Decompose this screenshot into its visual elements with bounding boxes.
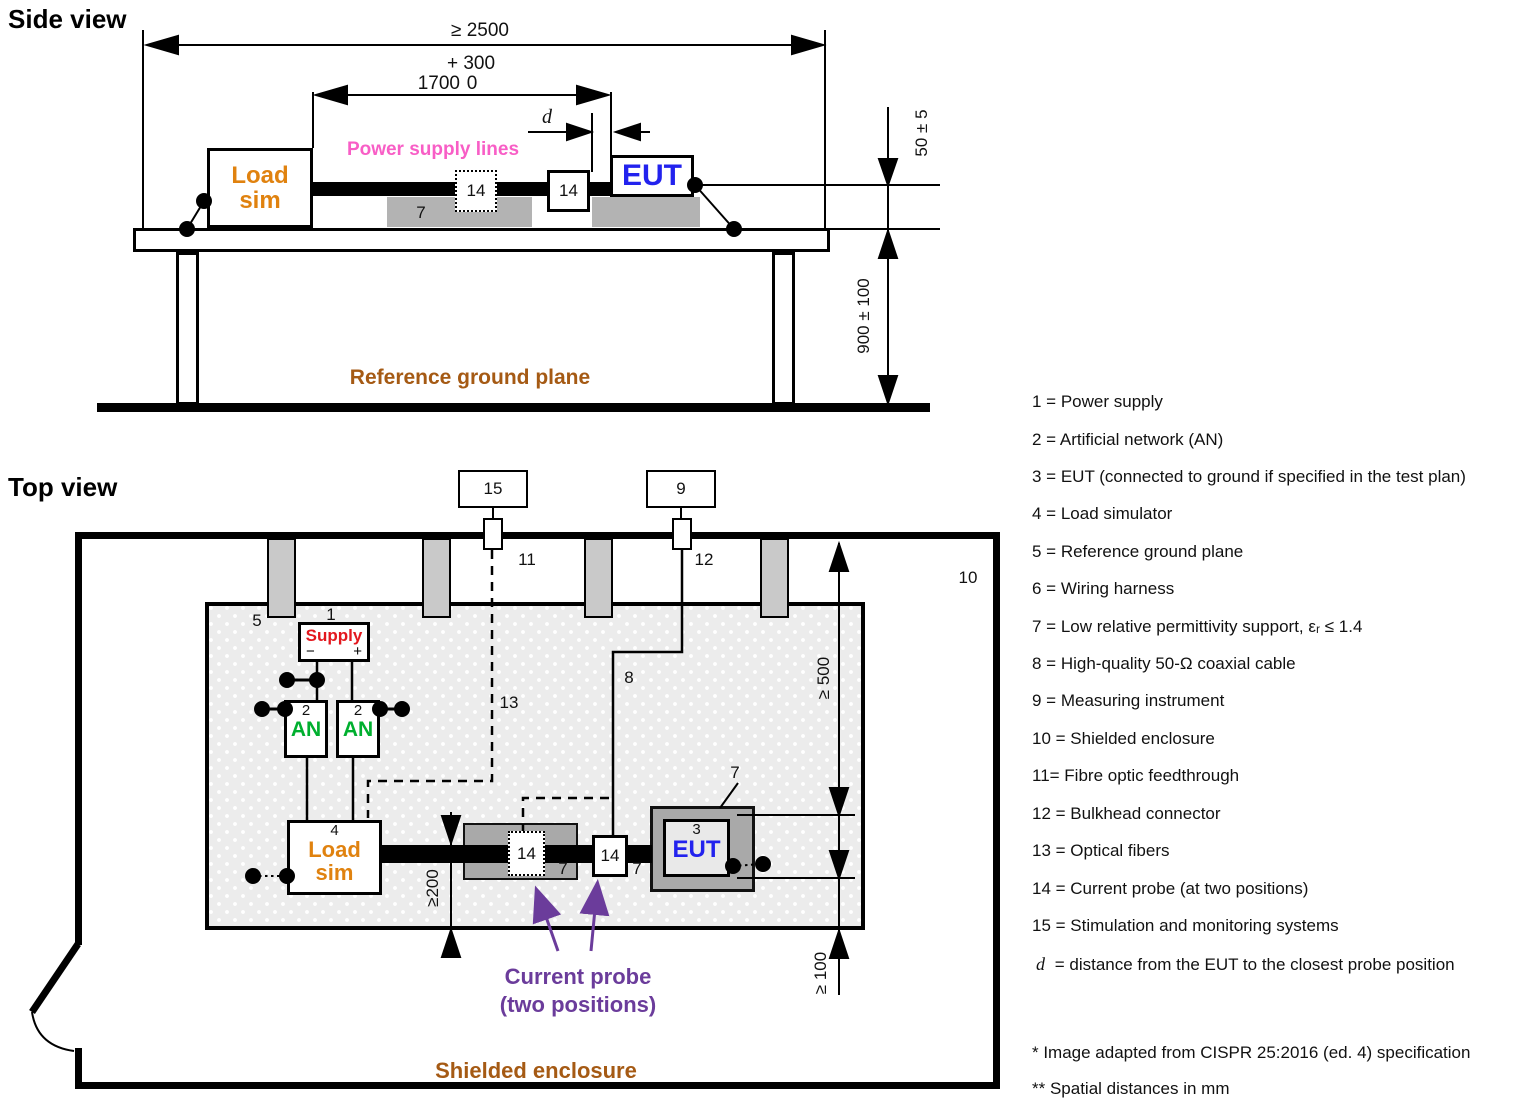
legend-item-9: 9 = Measuring instrument	[1032, 691, 1225, 710]
legend-item-13: 13 = Optical fibers	[1032, 841, 1170, 860]
an-left-num: 2	[301, 702, 311, 719]
legend-item-14: 14 = Current probe (at two positions)	[1032, 879, 1309, 898]
dim-plus300-label: + 300	[446, 53, 496, 74]
probe-support-7-label: 7	[558, 859, 568, 878]
eut-num: 3	[692, 821, 701, 838]
legend-item-6: 6 = Wiring harness	[1032, 579, 1175, 598]
current-probe-note-line1: Current probe	[504, 964, 652, 989]
dim-100-label: ≥ 100	[811, 951, 830, 995]
top-eut-label: EUT	[672, 836, 721, 863]
legend-item-12: 12 = Bulkhead connector	[1032, 804, 1221, 823]
supply-minus-terminal: −	[306, 643, 315, 660]
dim-2500-label: ≥ 2500	[451, 20, 509, 41]
top-probe-alt-label: 14	[517, 843, 536, 863]
harness-support-7-label: 7	[632, 859, 642, 878]
stimulation-box-label: 15	[483, 479, 503, 498]
side-probe-label: 14	[559, 181, 578, 200]
top-probe-label: 14	[600, 846, 620, 865]
supply-label: Supply	[305, 626, 363, 645]
dim-zero-label: 0	[466, 73, 478, 94]
legend-item-7: 7 = Low relative permittivity support, εᵣ ≤ 1.4	[1032, 617, 1363, 636]
side-support-7-label: 7	[416, 203, 426, 222]
an-right-num: 2	[353, 702, 363, 719]
enclosure-num-label: 10	[958, 568, 978, 587]
eut-support-7-label: 7	[730, 763, 740, 782]
bulkhead-num-label: 12	[694, 550, 714, 569]
load-sim-num: 4	[330, 822, 339, 839]
footnote-units: ** Spatial distances in mm	[1032, 1079, 1230, 1098]
dim-900-label: 900 ± 100	[854, 278, 873, 354]
legend-item-2: 2 = Artificial network (AN)	[1032, 430, 1224, 449]
legend-item-15: 15 = Stimulation and monitoring systems	[1032, 916, 1339, 935]
dim-200-label: ≥200	[423, 869, 442, 907]
legend-d-text: = distance from the EUT to the closest probe position	[1054, 955, 1455, 974]
feedthrough-num-label: 11	[518, 550, 536, 569]
top-load-sim-label: Load sim	[308, 837, 361, 886]
bench-num-label: 5	[252, 611, 262, 630]
legend-item-8: 8 = High-quality 50-Ω coaxial cable	[1032, 654, 1296, 673]
side-load-sim-label: Load sim	[231, 161, 289, 214]
an-left-label: AN	[290, 718, 322, 741]
side-eut-label: EUT	[622, 159, 682, 192]
legend-d-symbol: d	[1036, 954, 1045, 974]
dim-d-label: d	[542, 106, 552, 128]
legend-item-5: 5 = Reference ground plane	[1032, 542, 1244, 561]
footnote-source: * Image adapted from CISPR 25:2016 (ed. 4) specification	[1032, 1043, 1471, 1062]
legend-item-11: 11= Fibre optic feedthrough	[1032, 766, 1240, 785]
power-supply-lines-label: Power supply lines	[346, 139, 520, 160]
reference-ground-plane-label: Reference ground plane	[349, 366, 591, 389]
coax-num-label: 8	[624, 668, 634, 687]
dim-500-label: ≥ 500	[814, 656, 833, 700]
measuring-box-label: 9	[676, 479, 686, 498]
side-probe-alt-label: 14	[466, 181, 486, 200]
dim-50-label: 50 ± 5	[912, 109, 931, 157]
shielded-enclosure-label: Shielded enclosure	[435, 1058, 637, 1083]
legend-item-1: 1 = Power supply	[1032, 392, 1163, 411]
legend-item-4: 4 = Load simulator	[1032, 504, 1173, 523]
legend-item-3: 3 = EUT (connected to ground if specified in the test plan)	[1032, 467, 1466, 486]
legend-item-10: 10 = Shielded enclosure	[1032, 729, 1215, 748]
side-view-title: Side view	[8, 4, 127, 34]
an-right-label: AN	[342, 718, 374, 741]
top-view-title: Top view	[8, 472, 118, 502]
current-probe-note-line2: (two positions)	[499, 992, 657, 1017]
supply-num-label: 1	[326, 605, 336, 624]
supply-plus-terminal: +	[353, 643, 362, 660]
fibers-num-label: 13	[499, 693, 519, 712]
dim-1700-label: 1700	[417, 73, 460, 94]
